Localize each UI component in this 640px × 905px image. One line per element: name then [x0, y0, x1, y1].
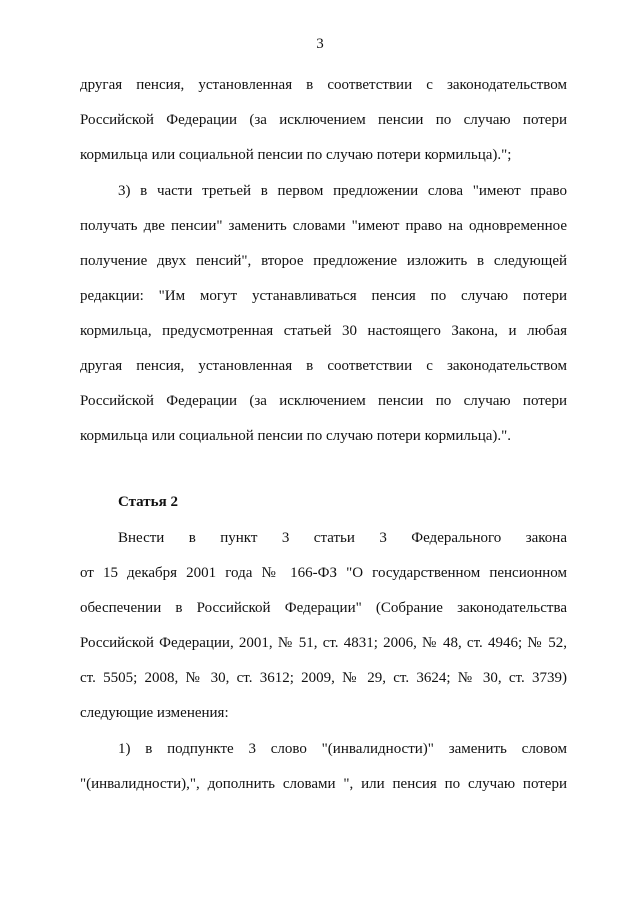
paragraph-4-line-1: 1) в подпункте 3 слово "(инвалидности)" заменить словом [118, 741, 567, 757]
paragraph-3-line-1: Внести в пункт 3 статьи 3 Федерального закона [118, 530, 567, 546]
paragraph-2-line-2: получать две пенсии" заменить словами "имеют право на одновременное [80, 218, 567, 234]
paragraph-3-line-5: ст. 5505; 2008, № 30, ст. 3612; 2009, № 29, ст. 3624; № 30, ст. 3739) [80, 670, 567, 686]
paragraph-2-line-6: другая пенсия, установленная в соответствии с законодательством [80, 358, 567, 374]
paragraph-1-line-3: кормильца или социальной пенсии по случаю потери кормильца)."; [80, 147, 512, 163]
paragraph-1-line-2: Российской Федерации (за исключением пенсии по случаю потери [80, 112, 567, 128]
paragraph-3-line-4: Российской Федерации, 2001, № 51, ст. 4831; 2006, № 48, ст. 4946; № 52, [80, 635, 567, 651]
article-heading: Статья 2 [118, 494, 178, 510]
paragraph-3-line-2: от 15 декабря 2001 года № 166-ФЗ "О государственном пенсионном [80, 565, 567, 581]
paragraph-1-line-1: другая пенсия, установленная в соответствии с законодательством [80, 77, 567, 93]
paragraph-2-line-5: кормильца, предусмотренная статьей 30 настоящего Закона, и любая [80, 323, 567, 339]
page-number: 3 [316, 36, 324, 52]
paragraph-3-line-6: следующие изменения: [80, 705, 229, 721]
paragraph-2-line-1: 3) в части третьей в первом предложении слова "имеют право [118, 183, 567, 199]
paragraph-4-line-2: "(инвалидности),", дополнить словами ", или пенсия по случаю потери [80, 776, 567, 792]
paragraph-2-line-3: получение двух пенсий", второе предложение изложить в следующей [80, 253, 567, 269]
paragraph-3-line-3: обеспечении в Российской Федерации" (Собрание законодательства [80, 600, 567, 616]
paragraph-2-line-8: кормильца или социальной пенсии по случаю потери кормильца).". [80, 428, 512, 444]
paragraph-2-line-7: Российской Федерации (за исключением пенсии по случаю потери [80, 393, 567, 409]
paragraph-2-line-4: редакции: "Им могут устанавливаться пенсия по случаю потери [80, 288, 567, 304]
